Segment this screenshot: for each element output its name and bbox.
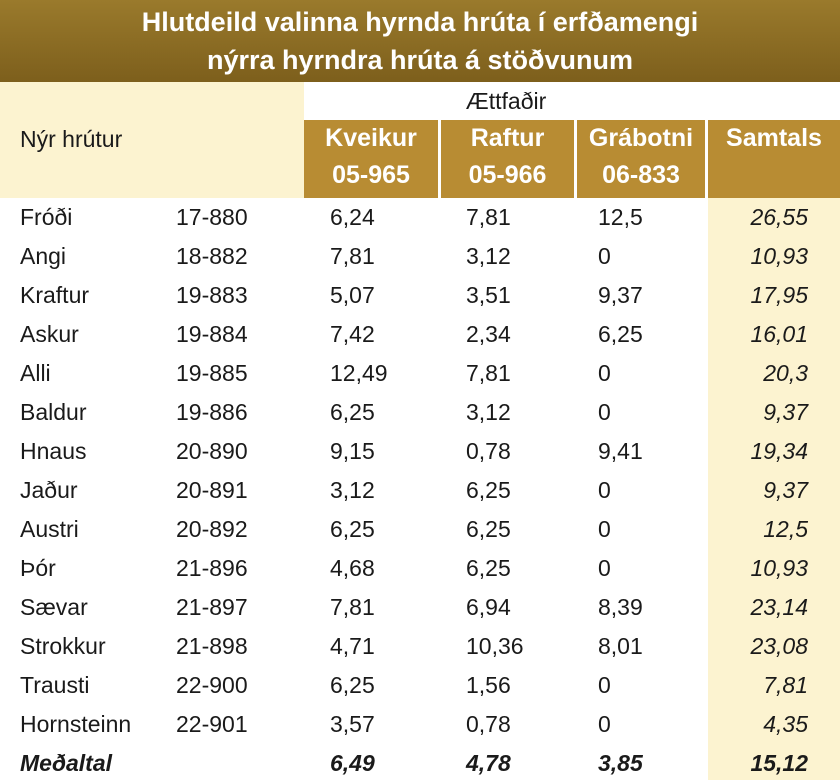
ram-name: Strokkur (20, 633, 106, 659)
value-total: 9,37 (763, 399, 808, 425)
sire-header-grabotni (577, 120, 705, 198)
value-total: 20,3 (763, 360, 808, 386)
ram-name: Angi (20, 243, 67, 269)
value-grabotni: 0 (598, 672, 611, 698)
ram-name: Jaður (20, 477, 78, 503)
value-kveikur: 7,81 (330, 243, 375, 269)
ram-id: 20-892 (176, 516, 248, 542)
value-total: 12,5 (763, 516, 808, 542)
value-kveikur: 7,42 (330, 321, 375, 347)
value-raftur: 0,78 (466, 711, 511, 737)
sire-name: Grábotni (588, 124, 694, 152)
value-raftur: 1,56 (466, 672, 511, 698)
ram-id: 19-883 (176, 282, 248, 308)
ram-id: 21-898 (176, 633, 248, 659)
value-raftur: 7,81 (466, 204, 511, 230)
value-total: 9,37 (763, 477, 808, 503)
table-title (0, 0, 840, 82)
value-kveikur: 5,07 (330, 282, 375, 308)
value-grabotni: 12,5 (598, 204, 643, 230)
value-total: 10,93 (750, 555, 808, 581)
average-kveikur: 6,49 (330, 750, 375, 776)
sire-header-raftur (441, 120, 574, 198)
value-raftur: 10,36 (466, 633, 524, 659)
total-header (708, 120, 840, 198)
value-kveikur: 3,57 (330, 711, 375, 737)
value-raftur: 6,94 (466, 594, 511, 620)
ram-name: Hnaus (20, 438, 87, 464)
value-raftur: 2,34 (466, 321, 511, 347)
row-header-label: Nýr hrútur (20, 126, 123, 152)
ram-name: Austri (20, 516, 79, 542)
ram-name: Kraftur (20, 282, 90, 308)
ram-id: 21-897 (176, 594, 248, 620)
value-raftur: 6,25 (466, 555, 511, 581)
sire-name: Kveikur (325, 124, 417, 152)
value-grabotni: 0 (598, 399, 611, 425)
value-grabotni: 8,39 (598, 594, 643, 620)
value-kveikur: 6,25 (330, 516, 375, 542)
value-kveikur: 9,15 (330, 438, 375, 464)
value-raftur: 0,78 (466, 438, 511, 464)
ram-name: Hornsteinn (20, 711, 132, 737)
sire-id: 06-833 (602, 161, 680, 189)
value-kveikur: 3,12 (330, 477, 375, 503)
value-grabotni: 0 (598, 243, 611, 269)
ram-id: 19-884 (176, 321, 248, 347)
ram-id: 22-901 (176, 711, 248, 737)
value-raftur: 3,12 (466, 243, 511, 269)
average-grabotni: 3,85 (598, 750, 643, 776)
value-kveikur: 12,49 (330, 360, 388, 386)
value-grabotni: 0 (598, 516, 611, 542)
ram-id: 19-885 (176, 360, 248, 386)
sire-name: Raftur (470, 124, 545, 152)
average-total: 15,12 (750, 750, 808, 776)
ram-id: 19-886 (176, 399, 248, 425)
value-grabotni: 0 (598, 477, 611, 503)
value-kveikur: 6,24 (330, 204, 375, 230)
value-grabotni: 6,25 (598, 321, 643, 347)
sire-id: 05-965 (332, 161, 410, 189)
ram-name: Fróði (20, 204, 73, 230)
value-grabotni: 9,37 (598, 282, 643, 308)
ram-id: 20-890 (176, 438, 248, 464)
value-kveikur: 6,25 (330, 399, 375, 425)
ram-name: Þór (20, 555, 56, 581)
ram-id: 20-891 (176, 477, 248, 503)
sire-id: 05-966 (468, 161, 547, 189)
value-total: 23,14 (750, 594, 808, 620)
average-label: Meðaltal (20, 750, 113, 776)
ram-name: Alli (20, 360, 51, 386)
average-raftur: 4,78 (466, 750, 511, 776)
title-line-1: Hlutdeild valinna hyrnda hrúta í erfðamengi (141, 7, 699, 37)
value-grabotni: 9,41 (598, 438, 643, 464)
value-total: 26,55 (750, 204, 808, 230)
title-line-2: nýrra hyrndra hrúta á stöðvunum (206, 45, 634, 75)
value-grabotni: 0 (598, 360, 611, 386)
value-kveikur: 6,25 (330, 672, 375, 698)
ram-name: Askur (20, 321, 79, 347)
ram-name: Sævar (20, 594, 88, 620)
value-total: 17,95 (750, 282, 808, 308)
ram-id: 21-896 (176, 555, 248, 581)
ram-id: 17-880 (176, 204, 248, 230)
ram-name: Trausti (20, 672, 90, 698)
value-total: 7,81 (763, 672, 808, 698)
value-kveikur: 4,68 (330, 555, 375, 581)
value-raftur: 3,12 (466, 399, 511, 425)
value-kveikur: 4,71 (330, 633, 375, 659)
value-grabotni: 0 (598, 555, 611, 581)
value-raftur: 6,25 (466, 516, 511, 542)
sire-group-label: Ættfaðir (465, 88, 547, 114)
value-grabotni: 8,01 (598, 633, 643, 659)
value-kveikur: 7,81 (330, 594, 375, 620)
value-raftur: 6,25 (466, 477, 511, 503)
value-total: 16,01 (750, 321, 808, 347)
value-total: 19,34 (750, 438, 808, 464)
value-total: 4,35 (763, 711, 808, 737)
ram-id: 18-882 (176, 243, 248, 269)
sire-header-kveikur (304, 120, 438, 198)
value-raftur: 3,51 (466, 282, 511, 308)
value-total: 23,08 (750, 633, 808, 659)
value-raftur: 7,81 (466, 360, 511, 386)
ram-name: Baldur (20, 399, 87, 425)
ram-id: 22-900 (176, 672, 248, 698)
value-total: 10,93 (750, 243, 808, 269)
value-grabotni: 0 (598, 711, 611, 737)
total-label: Samtals (726, 124, 822, 152)
